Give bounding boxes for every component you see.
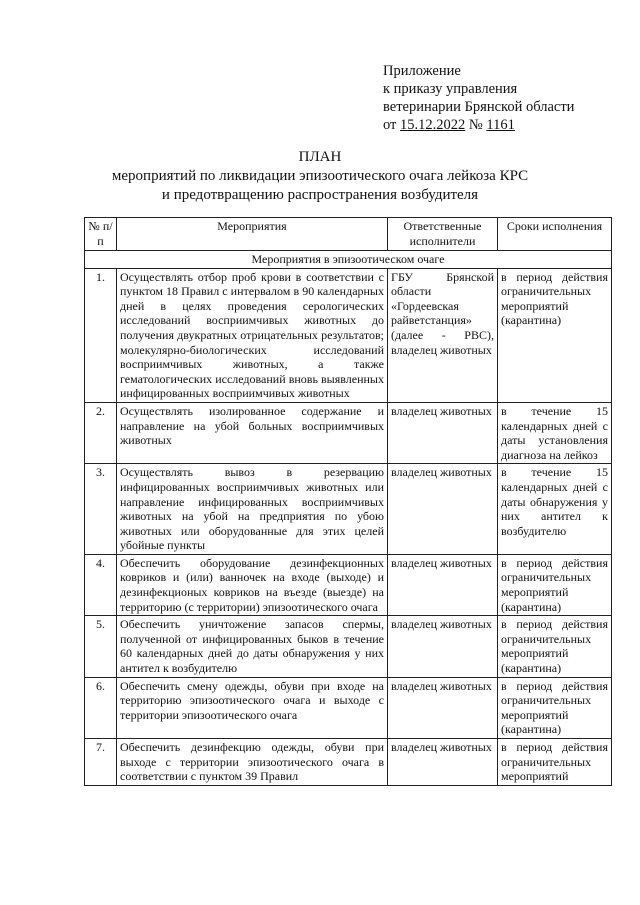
row-term: в период действия ограничительных мероприятий (карантина) bbox=[498, 268, 612, 402]
row-measure: Обеспечить оборудование дезинфекционных ковриков и (или) ванночек на входе (выходе) и дезинфекционых ковриков на въезде (выезде) на территорию (с территории) эпизоотического очага bbox=[117, 554, 388, 615]
row-measure: Осуществлять изолированное содержание и направление на убой больных восприимчивых животных bbox=[117, 402, 388, 463]
row-responsible: владелец животных bbox=[388, 677, 498, 738]
row-num: 7. bbox=[85, 739, 117, 786]
order-date: 15.12.2022 bbox=[400, 117, 466, 133]
title-line-3: и предотвращению распространения возбудителя bbox=[161, 187, 479, 203]
row-term: в период действия ограничительных мероприятий (карантина) bbox=[498, 616, 612, 677]
row-num: 3. bbox=[85, 464, 117, 555]
row-responsible: ГБУ Брянской области «Гордеевская райветстанция» (далее - РВС), владелец животных bbox=[388, 268, 498, 402]
row-responsible: владелец животных bbox=[388, 402, 498, 463]
row-term: в период действия ограничительных мероприятий bbox=[498, 739, 612, 786]
document-title bbox=[0, 148, 640, 205]
plan-table bbox=[84, 217, 612, 786]
header-measures: Мероприятия bbox=[117, 218, 388, 251]
row-responsible: владелец животных bbox=[388, 554, 498, 615]
row-term: в течение 15 календарных дней с даты установления диагноза на лейкоз bbox=[498, 402, 612, 463]
header-responsible: Ответственные исполнители bbox=[388, 218, 498, 251]
appendix-line-1: Приложение bbox=[383, 63, 461, 79]
table-row bbox=[85, 554, 612, 615]
appendix-line-2: к приказу управления bbox=[383, 81, 518, 97]
row-term: в период действия ограничительных мероприятий (карантина) bbox=[498, 677, 612, 738]
order-number: 1161 bbox=[486, 117, 515, 133]
date-prefix: от bbox=[383, 117, 397, 133]
number-prefix: № bbox=[468, 117, 483, 133]
table-header-row bbox=[85, 218, 612, 251]
row-num: 5. bbox=[85, 616, 117, 677]
table-row bbox=[85, 268, 612, 402]
row-responsible: владелец животных bbox=[388, 739, 498, 786]
row-term: в течение 15 календарных дней с даты обнаружения у них антител к возбудителю bbox=[498, 464, 612, 555]
header-terms: Сроки исполнения bbox=[498, 218, 612, 251]
table-row bbox=[85, 677, 612, 738]
row-num: 4. bbox=[85, 554, 117, 615]
table-row bbox=[85, 464, 612, 555]
row-num: 1. bbox=[85, 268, 117, 402]
row-measure: Осуществлять вывоз в резервацию инфицированных восприимчивых животных или направление инфицированных восприимчивых животных на убой на предприятия по убою животных или оборудованные для этих целей убойные пункты bbox=[117, 464, 388, 555]
section-row bbox=[85, 251, 612, 269]
row-term: в период действия ограничительных мероприятий (карантина) bbox=[498, 554, 612, 615]
header-num: № п/п bbox=[85, 218, 117, 251]
row-responsible: владелец животных bbox=[388, 464, 498, 555]
row-num: 2. bbox=[85, 402, 117, 463]
row-responsible: владелец животных bbox=[388, 616, 498, 677]
row-measure: Обеспечить дезинфекцию одежды, обуви при выходе с территории эпизоотического очага в соответствии с пунктом 39 Правил bbox=[117, 739, 388, 786]
table-row bbox=[85, 739, 612, 786]
row-measure: Обеспечить смену одежды, обуви при входе на территорию эпизоотического очага и выходе с территории эпизоотического очага bbox=[117, 677, 388, 738]
title-line-2: мероприятий по ликвидации эпизоотического очага лейкоза КРС bbox=[111, 168, 529, 184]
table-row bbox=[85, 402, 612, 463]
row-num: 6. bbox=[85, 677, 117, 738]
appendix-line-3: ветеринарии Брянской области bbox=[383, 99, 575, 115]
appendix-date-line bbox=[383, 116, 574, 134]
row-measure: Обеспечить уничтожение запасов спермы, полученной от инфицированных быков в течение 60 календарных дней до даты обнаружения у них антител к возбудителю bbox=[117, 616, 388, 677]
row-measure: Осуществлять отбор проб крови в соответствии с пунктом 18 Правил с интервалом в 90 календарных дней в целях проведения серологических исследований восприимчивых животных до получения двукратных отрицательных результатов; молекулярно-биологических исследований восприимчивых животных, а также гематологических исследований вновь выявленных инфицированных восприимчивых животных bbox=[117, 268, 388, 402]
table-row bbox=[85, 616, 612, 677]
section-title: Мероприятия в эпизоотическом очаге bbox=[85, 251, 612, 269]
title-line-1: ПЛАН bbox=[298, 149, 342, 165]
appendix-block bbox=[383, 62, 574, 134]
